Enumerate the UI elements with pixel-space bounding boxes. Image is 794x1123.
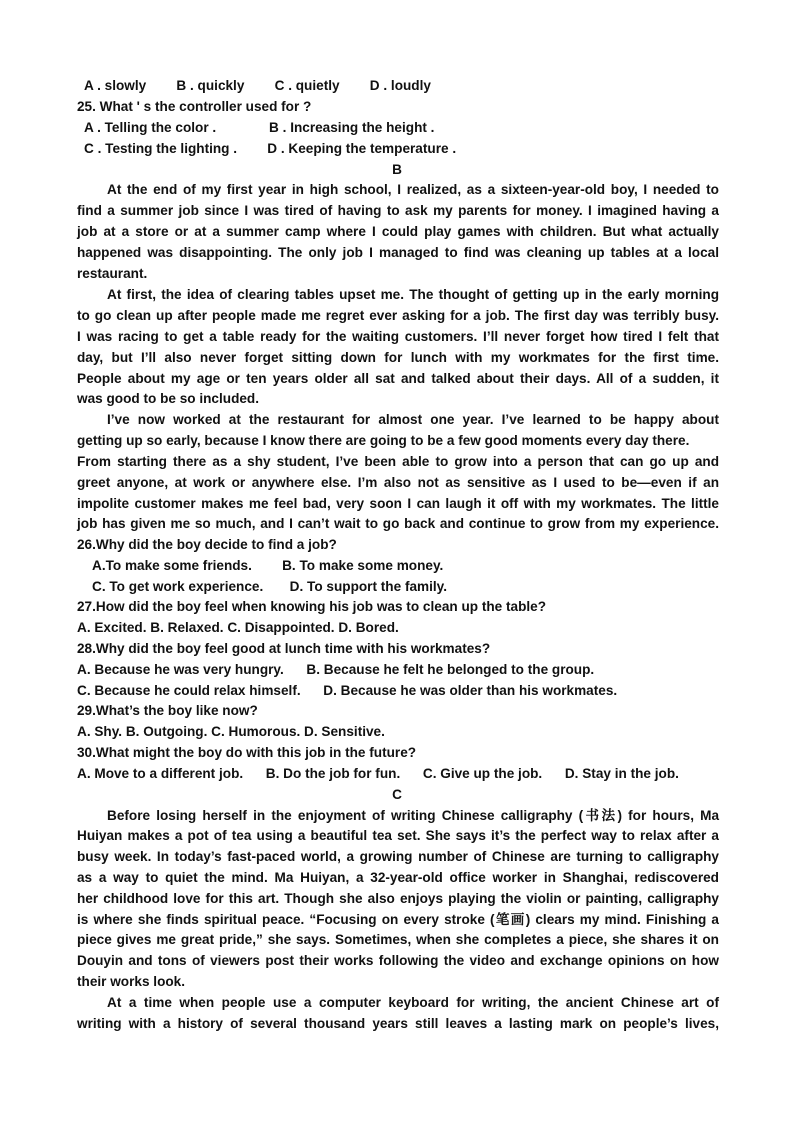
section-b-p3-line4: greet anyone, at work or anywhere else. I’m also not as sensitive as I used to be—even if an [77, 475, 719, 490]
section-c-p2-line2: writing with a history of several thousand years still leaves a lasting mark on people’s lives, [77, 1016, 719, 1031]
section-c-p1-line1: Before losing herself in the enjoyment of writing Chinese calligraphy (书法) for hours, Ma [107, 808, 719, 823]
section-b-heading: B [392, 162, 402, 177]
section-b-p2-line2: to go clean up after people made me regret ever asking for a job. The first day was terribly busy. [77, 308, 719, 323]
section-c-p1-line3: busy week. In today’s fast-paced world, a growing number of Chinese are turning to calligraphy [77, 849, 719, 864]
q26-options-ab: A.To make some friends. B. To make some money. [92, 558, 444, 573]
section-b-p2-line1: At first, the idea of clearing tables upset me. The thought of getting up in the early morning [107, 287, 719, 302]
q27-options: A. Excited. B. Relaxed. C. Disappointed. D. Bored. [77, 620, 399, 635]
q28-options-ab: A. Because he was very hungry. B. Because he felt he belonged to the group. [77, 662, 595, 677]
section-b-p1-line2: find a summer job since I was tired of having to ask my parents for money. I imagined having a [77, 203, 719, 218]
q28-question: 28.Why did the boy feel good at lunch time with his workmates? [77, 641, 491, 656]
section-b-p1-line3: job at a store or at a summer camp where I could play games with children. But what actually [77, 224, 719, 239]
section-b-p3-line6: job has given me so much, and I can’t wait to go back and continue to grow from my experience. [77, 516, 719, 531]
section-b-p2-line6: was good to be so included. [77, 391, 260, 406]
q24-options: A . slowly B . quickly C . quietly D . loudly [84, 78, 431, 93]
q29-question: 29.What’s the boy like now? [77, 703, 258, 718]
section-c-heading: C [392, 787, 402, 802]
section-b-p2-line4: day, but I’ll also never forget sitting down for lunch with my workmates for the first time. [77, 350, 719, 365]
section-c-p1-line7: piece gives me great pride,” she says. Sometimes, when she completes a piece, she shares it on [77, 932, 719, 947]
section-b-p3-line3: From starting there as a shy student, I’ve been able to grow into a person that can go up and [77, 454, 719, 469]
q25-options-ab: A . Telling the color . B . Increasing the height . [84, 120, 435, 135]
q25-options-cd: C . Testing the lighting . D . Keeping the temperature . [84, 141, 457, 156]
q26-question: 26.Why did the boy decide to find a job? [77, 537, 337, 552]
section-c-p2-line1: At a time when people use a computer keyboard for writing, the ancient Chinese art of [107, 995, 719, 1010]
q29-options: A. Shy. B. Outgoing. C. Humorous. D. Sensitive. [77, 724, 385, 739]
section-b-p3-line5: impolite customer makes me feel bad, very soon I can laugh it off with my workmates. The little [77, 496, 719, 511]
section-b-p2-line3: I was racing to get a table ready for the waiting customers. I’ll never forget how tired I felt that [77, 329, 719, 344]
section-b-p3-line1: I’ve now worked at the restaurant for almost one year. I’ve learned to be happy about [107, 412, 719, 427]
section-b-p3-line2: getting up so early, because I know there are going to be a few good moments every day there. [77, 433, 690, 448]
q25-question: 25. What ' s the controller used for ? [77, 99, 312, 114]
q30-options: A. Move to a different job. B. Do the job for fun. C. Give up the job. D. Stay in the job. [77, 766, 679, 781]
section-b-p1-line1: At the end of my first year in high school, I realized, as a sixteen-year-old boy, I needed to [107, 182, 719, 197]
section-c-p1-line2: Huiyan makes a pot of tea using a beautiful tea set. She says it’s the perfect way to relax after a [77, 828, 719, 843]
q30-question: 30.What might the boy do with this job in the future? [77, 745, 417, 760]
q27-question: 27.How did the boy feel when knowing his job was to clean up the table? [77, 599, 547, 614]
section-c-p1-line5: her childhood love for this art. Though she also enjoys playing the violin or painting, calligraphy [77, 891, 719, 906]
section-b-p2-line5: People about my age or ten years older all sat and talked about their days. All of a sudden, it [77, 371, 719, 386]
section-c-p1-line4: as a way to quiet the mind. Ma Huiyan, a 32-year-old office worker in Shanghai, rediscovered [77, 870, 719, 885]
section-b-p1-line4: happened was disappointing. The only job I managed to find was cleaning up tables at a local [77, 245, 719, 260]
section-c-p1-line9: their works look. [77, 974, 186, 989]
section-c-p1-line8: Douyin and tons of viewers post their works following the video and exchange opinions on how [77, 953, 719, 968]
section-c-p1-line6: is where she finds spiritual peace. “Focusing on every stroke (笔画) clears my mind. Finishing a [77, 912, 719, 927]
q28-options-cd: C. Because he could relax himself. D. Because he was older than his workmates. [77, 683, 618, 698]
q26-options-cd: C. To get work experience. D. To support the family. [92, 579, 448, 594]
section-b-p1-line5: restaurant. [77, 266, 148, 281]
